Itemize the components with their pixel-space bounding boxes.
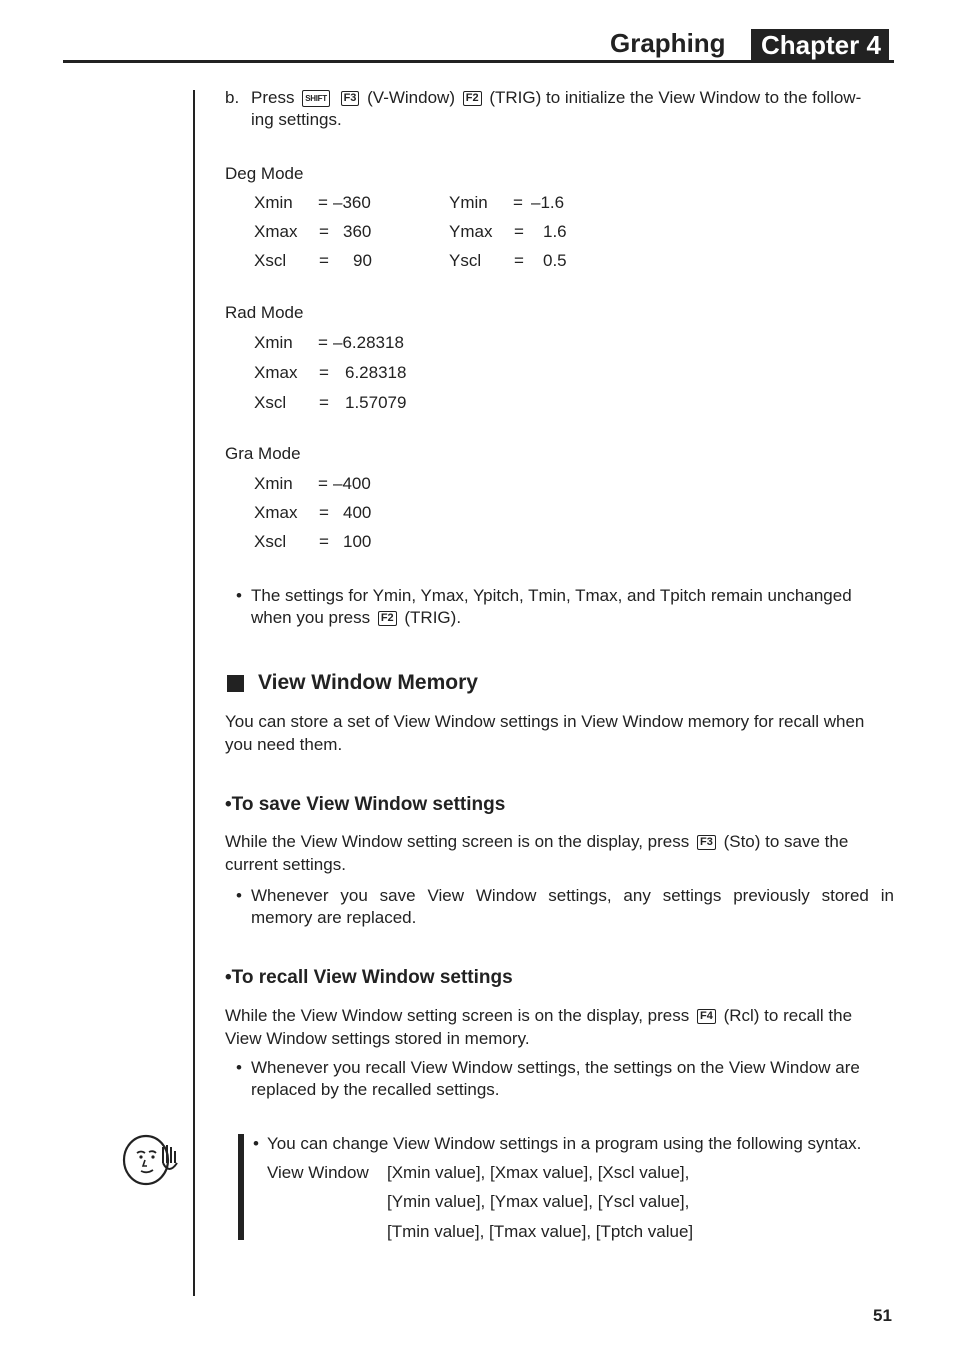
deg-xscl-label: Xscl bbox=[254, 251, 287, 270]
f4-key-icon: F4 bbox=[697, 1009, 716, 1024]
gra-xmax-eq: = bbox=[319, 503, 329, 522]
recall-line1-a: While the View Window setting screen is on the display, press bbox=[225, 1006, 690, 1025]
recall-bullet-line2: replaced by the recalled settings. bbox=[251, 1080, 500, 1099]
note1-line2-a: when you press bbox=[251, 608, 371, 627]
step-b-line1 bbox=[251, 86, 861, 109]
gra-xmin-label: Xmin bbox=[254, 474, 293, 493]
shift-key-icon: SHIFT bbox=[302, 90, 330, 107]
step-b-line2: ing settings. bbox=[251, 110, 342, 129]
tip-args-line1: [Xmin value], [Xmax value], [Xscl value], bbox=[387, 1163, 690, 1182]
recall-bullet: • bbox=[236, 1058, 242, 1077]
save-bullet-line2: memory are replaced. bbox=[251, 908, 417, 927]
recall-line2: View Window settings stored in memory. bbox=[225, 1029, 530, 1048]
f3-key-icon: F3 bbox=[697, 835, 716, 850]
f2-key-icon: F2 bbox=[378, 611, 397, 626]
rad-xscl-label: Xscl bbox=[254, 393, 287, 412]
deg-ymax-label: Ymax bbox=[449, 222, 493, 241]
rad-xmin-label: Xmin bbox=[254, 333, 293, 352]
save-heading: •To save View Window settings bbox=[225, 794, 506, 815]
deg-xmax-label: Xmax bbox=[254, 222, 298, 241]
tip-bar bbox=[238, 1134, 244, 1240]
tip-args-line2: [Ymin value], [Ymax value], [Yscl value], bbox=[387, 1192, 690, 1211]
thinking-face-icon bbox=[119, 1133, 181, 1187]
gra-xmax-label: Xmax bbox=[254, 503, 298, 522]
rad-xmax-eq: = bbox=[319, 363, 329, 382]
deg-xmax-value: 360 bbox=[343, 222, 372, 241]
note1-line1: The settings for Ymin, Ymax, Ypitch, Tmin, Tmax, and Tpitch remain unchanged bbox=[251, 586, 852, 605]
chapter-label: Chapter 4 bbox=[751, 29, 889, 61]
rad-xmax-label: Xmax bbox=[254, 363, 298, 382]
deg-ymin-label: Ymin bbox=[449, 193, 488, 212]
gra-xscl-value: 100 bbox=[343, 532, 372, 551]
section-square-icon bbox=[227, 675, 244, 692]
rad-xmax-value: 6.28318 bbox=[345, 363, 407, 382]
save-line1-b: (Sto) to save the bbox=[723, 832, 849, 851]
vw-intro-line2: you need them. bbox=[225, 735, 343, 754]
tip-command: View Window bbox=[267, 1163, 369, 1182]
save-bullet-line1: Whenever you save View Window settings, any settings previously stored in bbox=[251, 886, 894, 905]
save-line1 bbox=[225, 830, 848, 853]
recall-bullet-line1: Whenever you recall View Window settings, the settings on the View Window are bbox=[251, 1058, 860, 1077]
tip-args-line3: [Tmin value], [Tmax value], [Tptch value] bbox=[387, 1222, 694, 1241]
deg-ymin-eq: = bbox=[513, 193, 523, 212]
rad-xscl-value: 1.57079 bbox=[345, 393, 407, 412]
rad-xmin-value: –6.28318 bbox=[333, 333, 404, 352]
section-heading: View Window Memory bbox=[258, 671, 478, 694]
deg-yscl-label: Yscl bbox=[449, 251, 482, 270]
section-title: Graphing bbox=[610, 28, 726, 58]
deg-xmin-label: Xmin bbox=[254, 193, 293, 212]
page-number: 51 bbox=[873, 1306, 892, 1325]
step-marker: b. bbox=[225, 88, 240, 107]
deg-mode-title: Deg Mode bbox=[225, 164, 304, 183]
deg-yscl-eq: = bbox=[514, 251, 524, 270]
deg-xmax-eq: = bbox=[319, 222, 329, 241]
deg-xmin-value: –360 bbox=[333, 193, 371, 212]
note1-line2 bbox=[251, 606, 461, 629]
save-line1-a: While the View Window setting screen is on the display, press bbox=[225, 832, 690, 851]
gra-mode-title: Gra Mode bbox=[225, 444, 301, 463]
step-b-vwindow: (V-Window) bbox=[367, 88, 455, 107]
gra-xmin-eq: = bbox=[318, 474, 328, 493]
deg-xscl-eq: = bbox=[319, 251, 329, 270]
recall-line1-b: (Rcl) to recall the bbox=[723, 1006, 853, 1025]
tip-line1: You can change View Window settings in a program using the following syntax. bbox=[267, 1134, 862, 1153]
gra-xmin-value: –400 bbox=[333, 474, 371, 493]
rad-xscl-eq: = bbox=[319, 393, 329, 412]
deg-ymax-value: 1.6 bbox=[543, 222, 567, 241]
deg-xscl-value: 90 bbox=[353, 251, 372, 270]
f3-key-icon: F3 bbox=[341, 91, 360, 106]
recall-line1 bbox=[225, 1004, 852, 1027]
step-b-press: Press bbox=[251, 88, 295, 107]
header-rule bbox=[63, 60, 894, 63]
tip-bullet: • bbox=[253, 1134, 259, 1153]
deg-xmin-eq: = bbox=[318, 193, 328, 212]
margin-rule bbox=[193, 90, 195, 1296]
gra-xmax-value: 400 bbox=[343, 503, 372, 522]
note1-line2-b: (TRIG). bbox=[404, 608, 462, 627]
gra-xscl-label: Xscl bbox=[254, 532, 287, 551]
save-line2: current settings. bbox=[225, 855, 346, 874]
f2-key-icon: F2 bbox=[463, 91, 482, 106]
vw-intro-line1: You can store a set of View Window settings in View Window memory for recall when bbox=[225, 712, 865, 731]
recall-heading: •To recall View Window settings bbox=[225, 967, 513, 988]
rad-xmin-eq: = bbox=[318, 333, 328, 352]
note1-bullet: • bbox=[236, 586, 242, 605]
rad-mode-title: Rad Mode bbox=[225, 303, 304, 322]
deg-ymin-value: –1.6 bbox=[531, 193, 565, 212]
deg-ymax-eq: = bbox=[514, 222, 524, 241]
step-b-after: (TRIG) to initialize the View Window to the follow- bbox=[489, 88, 862, 107]
deg-yscl-value: 0.5 bbox=[543, 251, 567, 270]
save-bullet: • bbox=[236, 886, 242, 905]
gra-xscl-eq: = bbox=[319, 532, 329, 551]
